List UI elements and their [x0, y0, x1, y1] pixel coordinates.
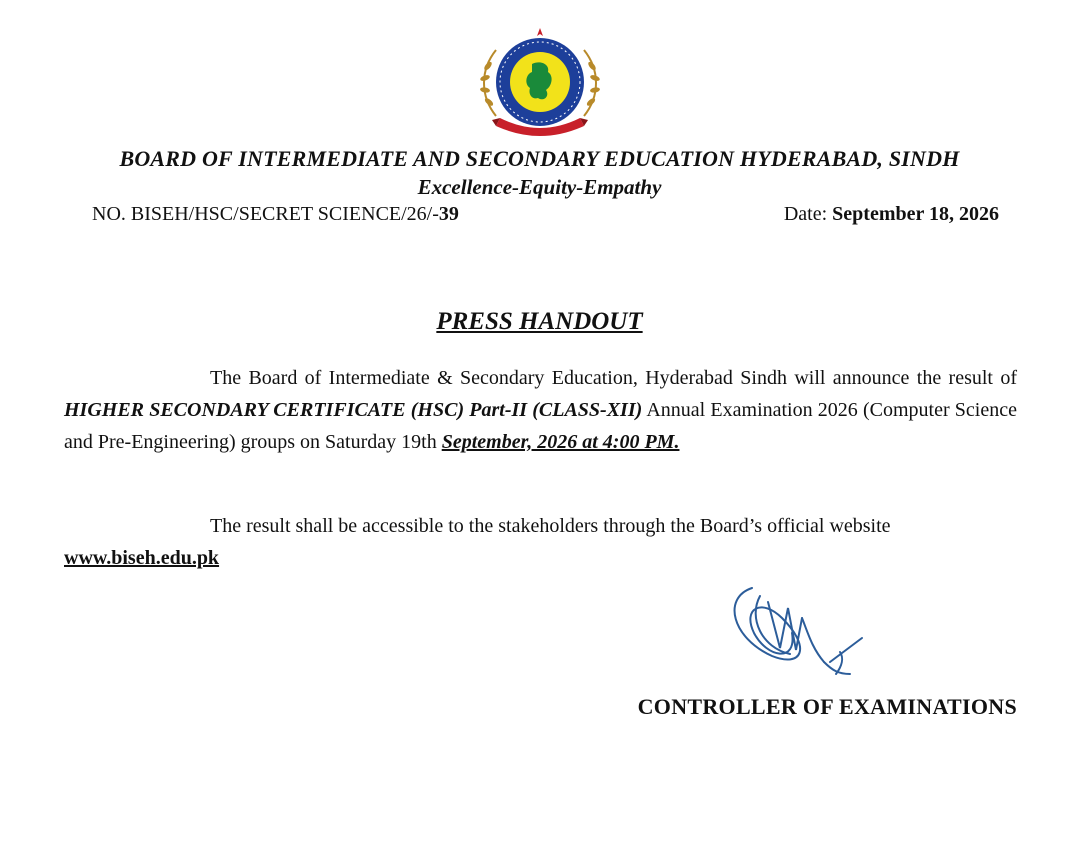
exam-name: HIGHER SECONDARY CERTIFICATE (HSC) Part-II (CLASS-XII) — [64, 399, 643, 421]
announcement-paragraph — [64, 362, 1017, 458]
motto: Excellence-Equity-Empathy — [417, 175, 662, 199]
announcement-text-a: The Board of Intermediate & Secondary Education, Hyderabad Sindh will announce the result of — [210, 367, 1017, 389]
date-value: September 18, 2026 — [832, 203, 999, 225]
website-link[interactable]: www.biseh.edu.pk — [64, 547, 220, 569]
signatory-title: CONTROLLER OF EXAMINATIONS — [637, 694, 1017, 719]
date-label: Date: — [783, 203, 833, 225]
announcement-text-b: Annual Examination 2026 (Computer Science and Pre-Engineering) groups on Saturday 19th — [64, 399, 1017, 453]
reference-prefix: NO. BISEH/HSC/SECRET SCIENCE/26/- — [92, 203, 439, 225]
issue-date — [784, 203, 999, 226]
reference-number — [92, 203, 459, 226]
board-name: BOARD OF INTERMEDIATE AND SECONDARY EDUCATION HYDERABAD, SINDH — [119, 146, 960, 171]
website-paragraph — [64, 510, 1017, 574]
biseh-seal-icon — [466, 26, 614, 142]
result-date-time: September, 2026 at 4:00 PM. — [441, 431, 680, 453]
website-text: The result shall be accessible to the stakeholders through the Board’s official website — [210, 515, 891, 537]
document-title: PRESS HANDOUT — [436, 308, 643, 335]
reference-suffix: 39 — [438, 203, 459, 225]
signature-icon — [712, 578, 882, 688]
